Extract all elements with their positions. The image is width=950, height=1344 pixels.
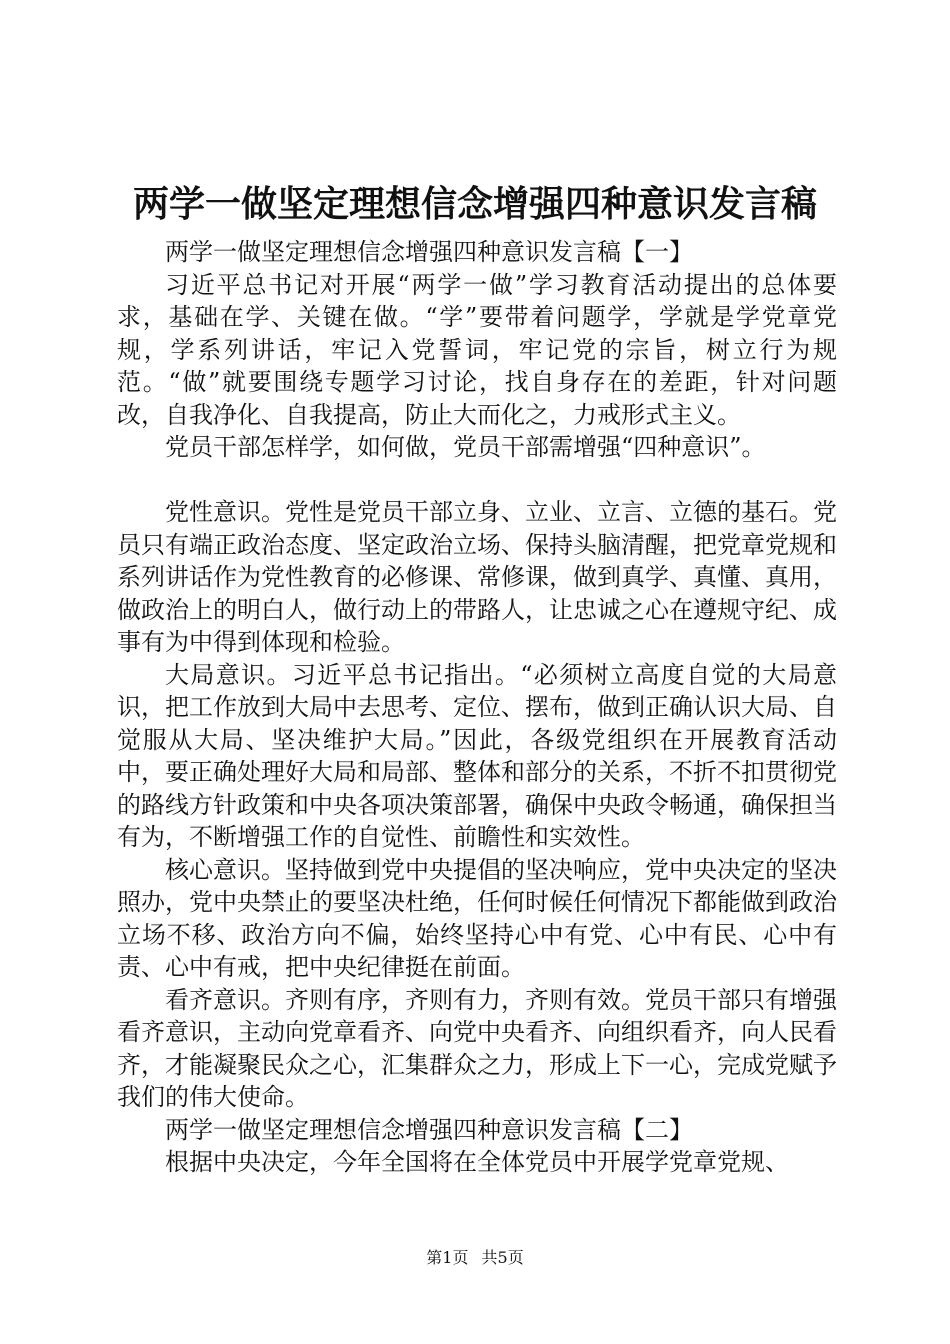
paragraph-alignment-awareness: 看齐意识。齐则有序，齐则有力，齐则有效。党员干部只有增强看齐意识，主动向党章看齐、向党中央看齐、向组织看齐，向人民看齐，才能凝聚民众之心，汇集群众之力，形成上下一心，完成党赋予我们的伟大使命。 <box>117 985 837 1111</box>
page-total: 共5页 <box>481 1248 524 1267</box>
page-number: 第1页 <box>426 1248 469 1267</box>
document-title: 两学一做坚定理想信念增强四种意识发言稿 <box>132 183 817 225</box>
paragraph-core-awareness: 核心意识。坚持做到党中央提倡的坚决响应，党中央决定的坚决照办，党中央禁止的要坚决杜绝，任何时候任何情况下都能做到政治立场不移、政治方向不偏，始终坚持心中有党、心中有民、心中有责、心中有戒，把中央纪律挺在前面。 <box>117 855 837 981</box>
page-footer <box>0 1248 950 1268</box>
document-body <box>117 236 837 1179</box>
paragraph-subheading-2: 两学一做坚定理想信念增强四种意识发言稿【二】 <box>165 1115 693 1144</box>
paragraph-overall-awareness: 大局意识。习近平总书记指出。“必须树立高度自觉的大局意识，把工作放到大局中去思考、定位、摆布，做到正确认识大局、自觉服从大局、坚决维护大局。”因此，各级党组织在开展教育活动中，要正确处理好大局和局部、整体和部分的关系，不折不扣贯彻党的路线方针政策和中央各项决策部署，确保中央政令畅通，确保担当有为，不断增强工作的自觉性、前瞻性和实效性。 <box>117 660 837 851</box>
paragraph-four-awareness: 党员干部怎样学，如何做，党员干部需增强“四种意识”。 <box>165 433 766 461</box>
paragraph-subheading-1: 两学一做坚定理想信念增强四种意识发言稿【一】 <box>165 238 693 266</box>
paragraph-continued: 根据中央决定，今年全国将在全体党员中开展学党章党规、 <box>165 1148 789 1176</box>
paragraph-intro: 习近平总书记对开展“两学一做”学习教育活动提出的总体要求，基础在学、关键在做。“学”要带着问题学，学就是学党章党规，学系列讲话，牢记入党誓词，牢记党的宗旨，树立行为规范。“做”就要围绕专题学习讨论，找自身存在的差距，针对问题改，自我净化、自我提高，防止大而化之，力戒形式主义。 <box>117 270 837 429</box>
paragraph-party-awareness: 党性意识。党性是党员干部立身、立业、立言、立德的基石。党员只有端正政治态度、坚定政治立场、保持头脑清醒，把党章党规和系列讲话作为党性教育的必修课、常修课，做到真学、真懂、真用，做政治上的明白人，做行动上的带路人，让忠诚之心在遵规守纪、成事有为中得到体现和检验。 <box>117 498 837 656</box>
